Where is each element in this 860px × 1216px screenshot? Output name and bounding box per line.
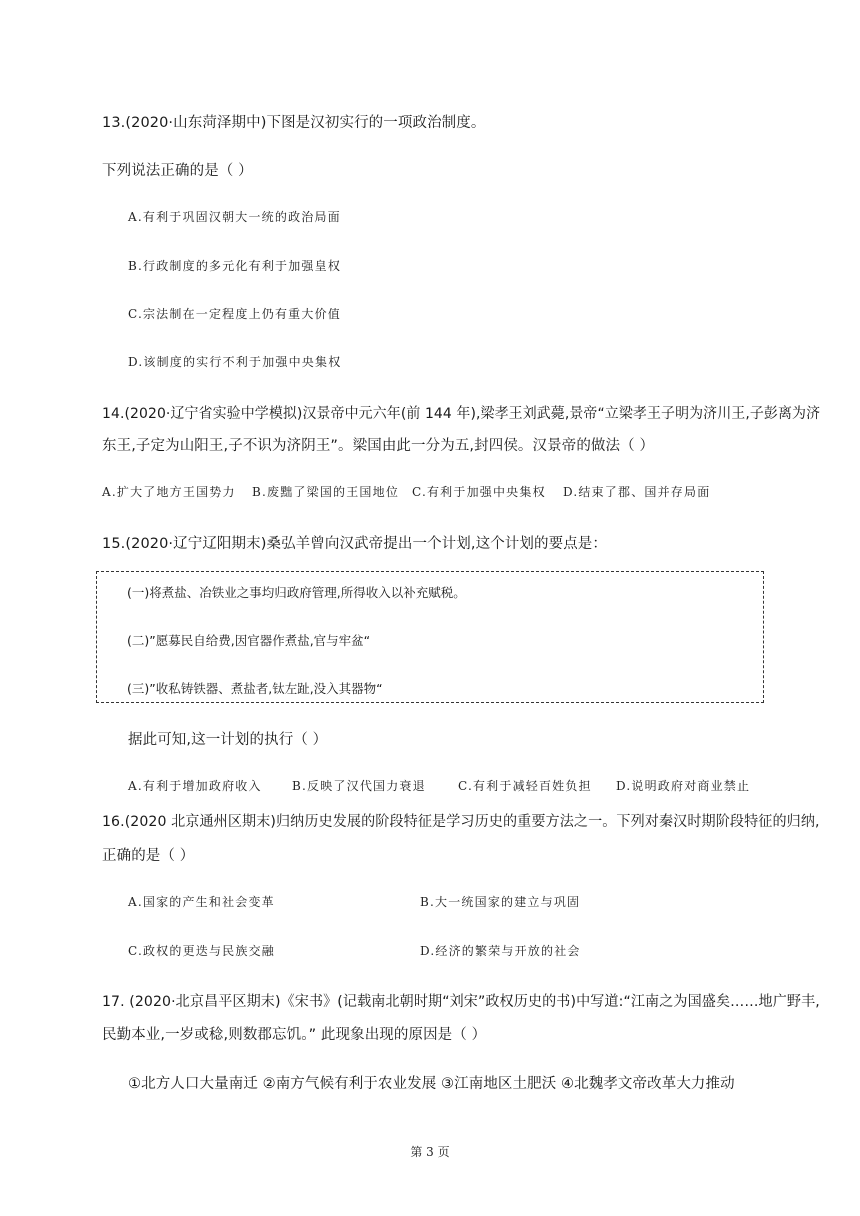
q17-stem-line2: 民勤本业,一岁或稔,则数郡忘饥。” 此现象出现的原因是（ ） (102, 1027, 487, 1043)
q15-stem: 15.(2020·辽宁辽阳期末)桑弘羊曾向汉武帝提出一个计划,这个计划的要点是： (102, 536, 607, 552)
q14-stem-line1: 14.(2020·辽宁省实验中学模拟)汉景帝中元六年(前 144 年),梁孝王刘武薨,景帝“立梁孝王子明为济川王,子彭离为济 (102, 406, 821, 422)
q14-option-a: A.扩大了地方王国势力 (102, 485, 236, 499)
q13-option-c: C.宗法制在一定程度上仍有重大价值 (128, 307, 341, 321)
q14-option-b: B.废黜了梁国的王国地位 (252, 485, 400, 499)
q16-option-c: C.政权的更迭与民族交融 (128, 944, 275, 958)
q15-option-a: A.有利于增加政府收入 (128, 779, 262, 793)
q15-plan-item-2: (二)”愿募民自给费,因官器作煮盐,官与牢盆“ (127, 633, 371, 648)
q15-sub: 据此可知,这一计划的执行（ ） (128, 732, 328, 748)
q14-stem-line2: 东王,子定为山阳王,子不识为济阴王”。梁国由此一分为五,封四侯。汉景帝的做法（ ） (102, 438, 655, 454)
page-number: 第 3 页 (410, 1145, 450, 1159)
q17-stem-line1: 17. (2020·北京昌平区期末)《宋书》(记载南北朝时期“刘宋”政权历史的书)中写道:“江南之为国盛矣……地广野丰, (102, 994, 820, 1010)
q15-option-b: B.反映了汉代国力衰退 (292, 779, 426, 793)
q15-plan-item-1: (一)将煮盐、冶铁业之事均归政府管理,所得收入以补充赋税。 (127, 585, 466, 600)
q13-option-b: B.行政制度的多元化有利于加强皇权 (128, 259, 342, 273)
q13-option-a: A.有利于巩固汉朝大一统的政治局面 (128, 210, 341, 224)
q13-sub: 下列说法正确的是（ ） (102, 163, 253, 179)
q15-option-c: C.有利于减轻百姓负担 (458, 779, 592, 793)
q16-stem-line1: 16.(2020 北京通州区期末)归纳历史发展的阶段特征是学习历史的重要方法之一。下列对秦汉时期阶段特征的归纳, (102, 814, 820, 830)
q13-stem: 13.(2020·山东菏泽期中)下图是汉初实行的一项政治制度。 (102, 115, 486, 131)
q17-items: ①北方人口大量南迁 ②南方气候有利于农业发展 ③江南地区土肥沃 ④北魏孝文帝改革大力推动 (128, 1076, 735, 1092)
q13-option-d: D.该制度的实行不利于加强中央集权 (128, 355, 342, 369)
q14-option-d: D.结束了郡、国并存局面 (563, 485, 711, 499)
q16-stem-line2: 正确的是（ ） (102, 848, 195, 864)
q16-option-a: A.国家的产生和社会变革 (128, 895, 275, 909)
q15-plan-box (96, 571, 764, 703)
q14-option-c: C.有利于加强中央集权 (412, 485, 546, 499)
q15-option-d: D.说明政府对商业禁止 (616, 779, 751, 793)
q16-option-b: B.大一统国家的建立与巩固 (420, 895, 581, 909)
q16-option-d: D.经济的繁荣与开放的社会 (420, 944, 581, 958)
q15-plan-item-3: (三)”收私铸铁器、煮盐者,钛左趾,没入其器物“ (127, 681, 383, 696)
